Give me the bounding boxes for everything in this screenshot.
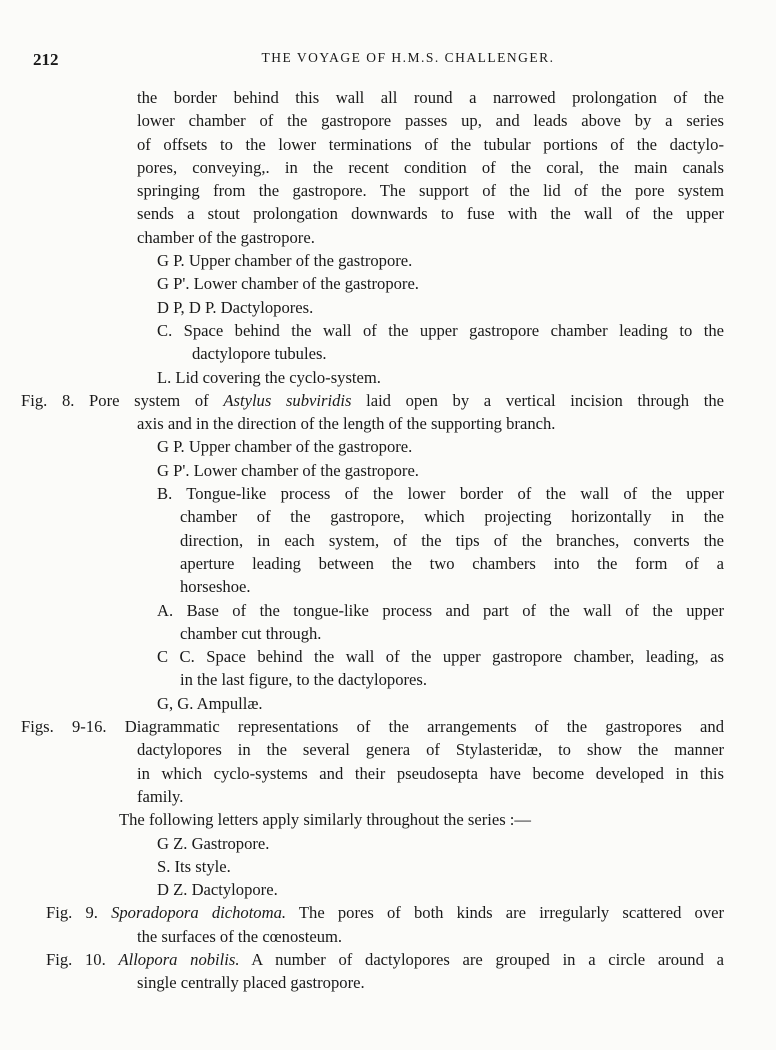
- fig8-label-gp-lower: G P'. Lower chamber of the gastropore.: [157, 460, 419, 480]
- figs9-16-caption-cont: in which cyclo-systems and their pseudosepta have become developed in this: [137, 763, 724, 783]
- fig10-caption: Fig. 10. Allopora nobilis. A number of dactylopores are grouped in a circle around a: [46, 949, 724, 969]
- figs9-16-letters-intro: The following letters apply similarly throughout the series :—: [119, 810, 531, 830]
- label-gp-lower: G P'. Lower chamber of the gastropore.: [157, 274, 419, 294]
- fig8-label-gp-upper: G P. Upper chamber of the gastropore.: [157, 437, 413, 457]
- running-title: THE VOYAGE OF H.M.S. CHALLENGER.: [261, 50, 555, 65]
- fig8-caption-cont: axis and in the direction of the length of the supporting branch.: [137, 414, 556, 434]
- fig8-label-cc: C C. Space behind the wall of the upper gastropore chamber, leading, as: [157, 647, 724, 667]
- label-c-cont: dactylopore tubules.: [192, 344, 327, 364]
- intro-line: springing from the gastropore. The support of the lid of the pore system: [137, 181, 724, 201]
- fig8-caption: Fig. 8. Pore system of Astylus subviridis laid open by a vertical incision through the: [21, 390, 724, 410]
- page-number: 212: [33, 50, 59, 69]
- label-gz: G Z. Gastropore.: [157, 833, 270, 853]
- fig8-label-b-cont: direction, in each system, of the tips of the branches, converts the: [180, 530, 724, 550]
- label-s: S. Its style.: [157, 856, 231, 876]
- fig8-label-g: G, G. Ampullæ.: [157, 693, 263, 713]
- fig8-label-b-cont: chamber of the gastropore, which projecting horizontally in the: [180, 507, 724, 527]
- fig8-label-b-cont: aperture leading between the two chambers into the form of a: [180, 553, 724, 573]
- fig10-caption-cont: single centrally placed gastropore.: [137, 973, 365, 993]
- fig8-label-b: B. Tongue-like process of the lower border of the wall of the upper: [157, 484, 724, 504]
- intro-line: chamber of the gastropore.: [137, 227, 315, 247]
- intro-line: of offsets to the lower terminations of the tubular portions of the dactylo-: [137, 134, 724, 154]
- label-l: L. Lid covering the cyclo-system.: [157, 367, 381, 387]
- intro-line: lower chamber of the gastropore passes up, and leads above by a series: [137, 111, 724, 131]
- figs9-16-caption-cont: dactylopores in the several genera of Stylasteridæ, to show the manner: [137, 740, 724, 760]
- fig8-label-b-cont: horseshoe.: [180, 577, 251, 597]
- fig10-species: Allopora nobilis.: [118, 949, 240, 969]
- intro-line: the border behind this wall all round a narrowed prolongation of the: [137, 88, 724, 107]
- intro-line: sends a stout prolongation downwards to fuse with the wall of the upper: [137, 204, 724, 224]
- label-gp-upper: G P. Upper chamber of the gastropore.: [157, 251, 413, 271]
- fig8-label-a: A. Base of the tongue-like process and part of the wall of the upper: [157, 600, 724, 620]
- fig8-label-cc-cont: in the last figure, to the dactylopores.: [180, 670, 427, 690]
- figs9-16-caption: Figs. 9-16. Diagrammatic representations of the arrangements of the gastropores and: [21, 717, 724, 737]
- page-body: [0, 86, 776, 995]
- figs9-16-caption-cont: family.: [137, 786, 184, 806]
- label-c: C. Space behind the wall of the upper gastropore chamber leading to the: [157, 320, 724, 340]
- fig8-label-a-cont: chamber cut through.: [180, 623, 322, 643]
- intro-line: pores, conveying,. in the recent condition of the coral, the main canals: [137, 157, 724, 177]
- fig9-species: Sporadopora dichotoma.: [111, 903, 287, 923]
- fig9-caption-cont: the surfaces of the cœnosteum.: [137, 926, 343, 946]
- fig9-caption: Fig. 9. Sporadopora dichotoma. The pores of both kinds are irregularly scattered over: [46, 903, 725, 923]
- label-dz: D Z. Dactylopore.: [157, 880, 278, 900]
- label-dp: D P, D P. Dactylopores.: [157, 297, 314, 317]
- fig8-species: Astylus subviridis: [223, 390, 352, 410]
